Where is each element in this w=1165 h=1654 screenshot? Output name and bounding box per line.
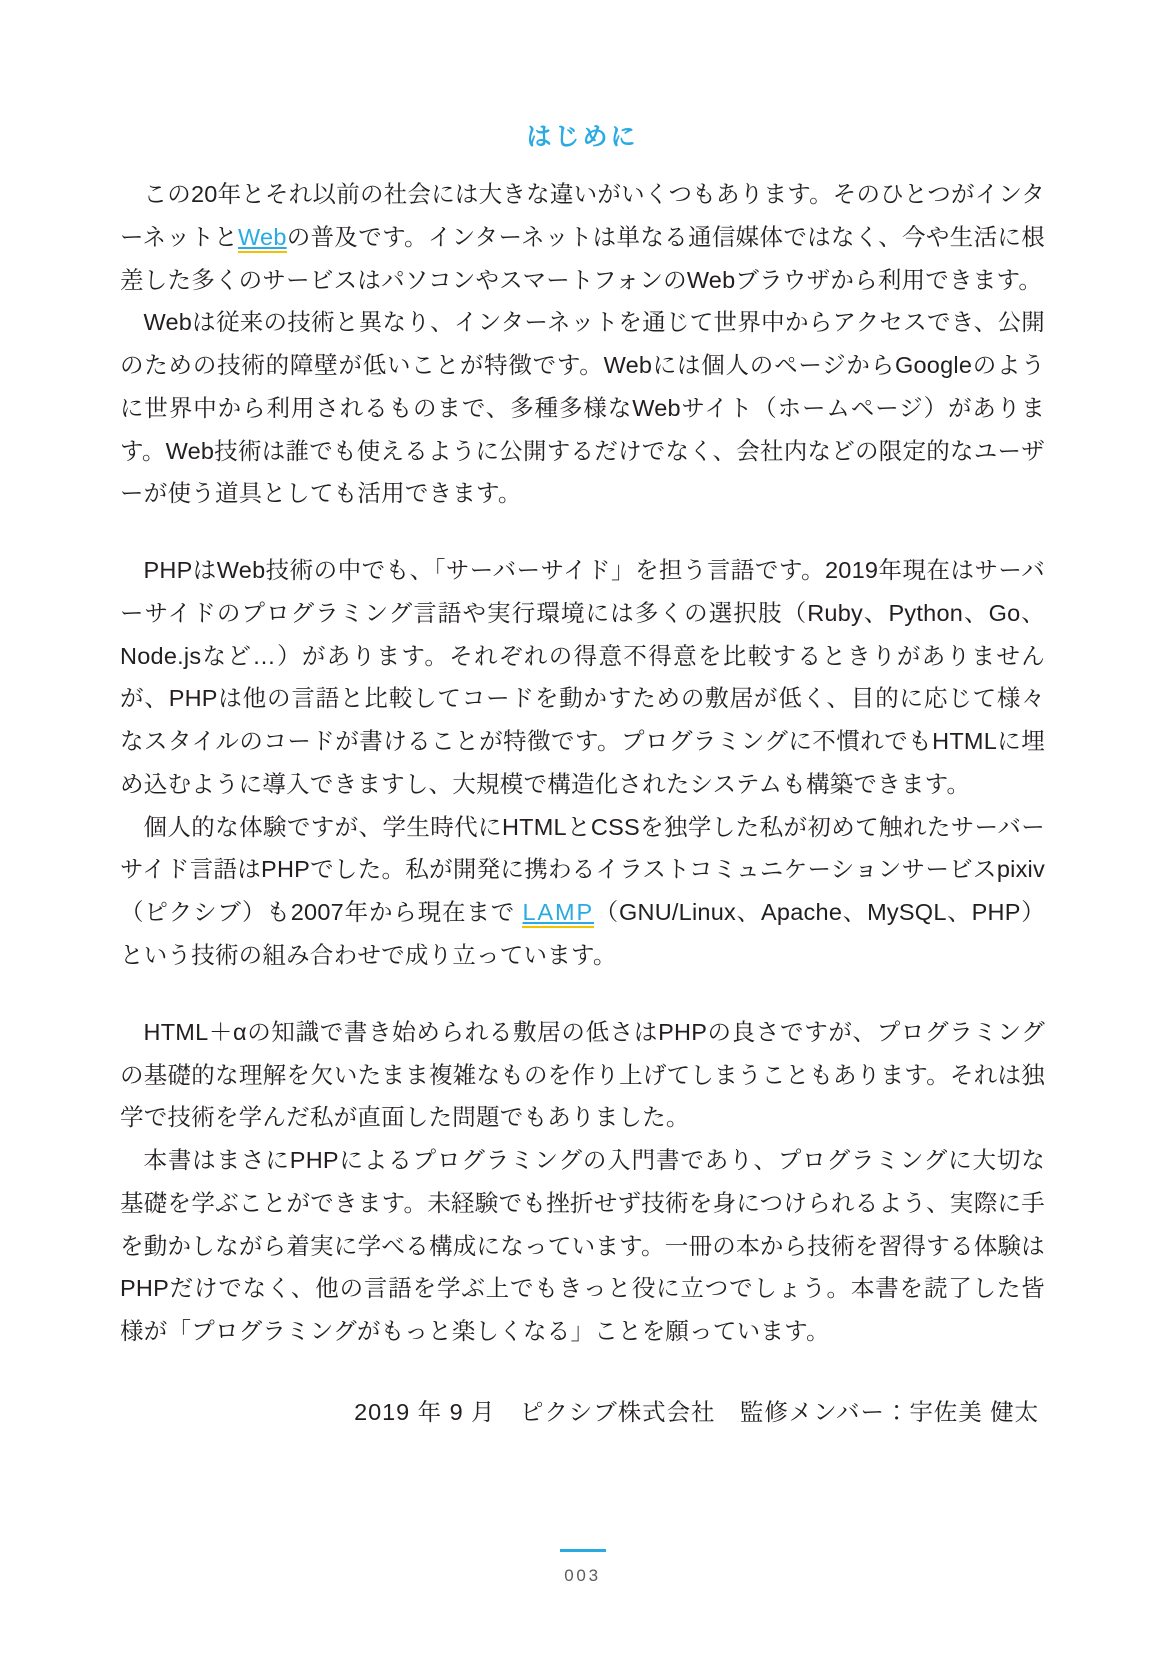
paragraph-1-lead: この20年とそれ以前の社会には大きな違いがいくつもあります。そのひとつがインターネットと xyxy=(120,181,1046,250)
intro-section-three xyxy=(120,1011,1045,1353)
paragraph-2: Webは従来の技術と異なり、インターネットを通じて世界中からアクセスでき、公開のための技術的障壁が低いことが特徴です。Webには個人のページからGoogleのように世界中から利用されるものまで、多種多様なWebサイト（ホームページ）があります。Web技術は誰でも使えるように公開するだけでなく、会社内などの限定的なユーザーが使う道具としても活用できます。 xyxy=(120,309,1045,507)
signature-line: 2019 年 9 月 ピクシブ株式会社 監修メンバー：宇佐美 健太 xyxy=(354,1398,1039,1425)
block-divider-2 xyxy=(120,977,1045,1011)
paragraph-4-tail: （GNU/Linux、Apache、MySQL、PHP）という技術の組み合わせで成り立っています。 xyxy=(120,899,1045,969)
page-footer xyxy=(0,1549,1165,1586)
paragraph-4-lead: 個人的な体験ですが、学生時代にHTMLとCSSを独学した私が初めて触れたサーバーサイド言語はPHPでした。私が開発に携わるイラストコミュニケーションサービスpixiv（ピクシブ）も2007年から現在まで xyxy=(120,813,1045,926)
paragraph-1-tail: の普及です。インターネットは単なる通信媒体ではなく、今や生活に根差した多くのサービスはパソコンやスマートフォンのWebブラウザから利用できます。 xyxy=(120,223,1046,293)
web-link[interactable]: Web xyxy=(238,224,287,253)
lamp-link[interactable]: LAMP xyxy=(522,899,594,928)
paragraph-5: HTML＋αの知識で書き始められる敷居の低さはPHPの良さですが、プログラミングの基礎的な理解を欠いたまま複雑なものを作り上げてしまうこともあります。それは独学で技術を学んだ私が直面した問題でもありました。 xyxy=(120,1018,1045,1131)
page-number: 003 xyxy=(564,1566,601,1585)
intro-section-two xyxy=(120,549,1045,977)
footer-rule xyxy=(560,1549,606,1552)
paragraph-6: 本書はまさにPHPによるプログラミングの入門書であり、プログラミングに大切な基礎を学ぶことができます。未経験でも挫折せず技術を身につけられるよう、実際に手を動かしながら着実に学べる構成になっています。一冊の本から技術を習得する体験はPHPだけでなく、他の言語を学ぶ上でもきっと役に立つでしょう。本書を読了した皆様が「プログラミングがもっと楽しくなる」ことを願っています。 xyxy=(120,1147,1045,1345)
paragraph-4 xyxy=(120,806,1045,977)
page-title: はじめに xyxy=(526,123,639,151)
paragraph-3: PHPはWeb技術の中でも、「サーバーサイド」を担う言語です。2019年現在はサーバーサイドのプログラミング言語や実行環境には多くの選択肢（Ruby、Python、Go、Node.jsなど…）があります。それぞれの得意不得意を比較するときりがありませんが、PHPは他の言語と比較してコードを動かすための敷居が低く、目的に応じて様々なスタイルのコードが書けることが特徴です。プログラミングに不慣れでもHTMLに埋め込むように導入できますし、大規模で構造化されたシステムも構築できます。 xyxy=(120,557,1045,797)
intro-section-one xyxy=(120,173,1045,515)
paragraph-1 xyxy=(120,173,1045,301)
block-divider-1 xyxy=(120,515,1045,549)
